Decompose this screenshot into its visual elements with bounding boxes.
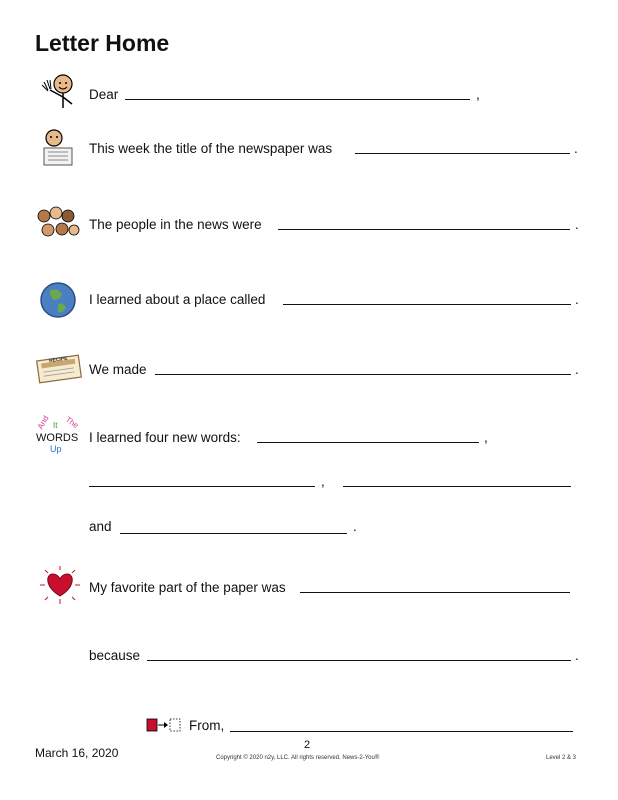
words-label: I learned four new words:: [89, 430, 241, 445]
words-icon-up: Up: [50, 444, 62, 454]
and-label: and: [89, 519, 112, 534]
place-period: .: [575, 292, 579, 307]
globe-icon: [38, 280, 80, 322]
footer-level: Level 2 & 3: [546, 755, 577, 761]
because-period: .: [575, 648, 579, 663]
footer-date: March 16, 2020: [35, 746, 119, 760]
people-label: The people in the news were: [89, 217, 262, 232]
word-4-line[interactable]: [120, 533, 347, 534]
page-number: 2: [304, 739, 311, 751]
words-icon-it: It: [53, 421, 58, 430]
words-icon-the: The: [63, 414, 81, 431]
words-comma-2: ,: [321, 474, 325, 489]
from-name-line[interactable]: [230, 731, 573, 732]
word-3-line[interactable]: [343, 486, 571, 487]
dear-name-line[interactable]: [125, 99, 470, 100]
made-period: .: [575, 362, 579, 377]
favorite-label: My favorite part of the paper was: [89, 580, 286, 595]
footer-copyright: Copyright © 2020 n2y, LLC. All rights reserved. News-2-You®: [216, 755, 380, 761]
heart-icon: [38, 564, 80, 606]
people-line[interactable]: [278, 229, 570, 230]
made-line[interactable]: [155, 374, 571, 375]
dear-label: Dear: [89, 87, 119, 102]
people-period: .: [575, 217, 579, 232]
word-2-line[interactable]: [89, 486, 315, 487]
page-title: Letter Home: [35, 30, 170, 56]
words-icon-main: WORDS: [36, 432, 79, 444]
favorite-line[interactable]: [300, 592, 570, 593]
arrow-squares-icon: [146, 717, 184, 733]
from-label: From,: [189, 718, 225, 733]
person-reading-newspaper-icon: [38, 128, 80, 170]
because-label: because: [89, 648, 141, 663]
made-label: We made: [89, 362, 147, 377]
because-line[interactable]: [147, 660, 571, 661]
newspaper-period: .: [574, 141, 578, 156]
group-of-people-icon: [36, 205, 78, 247]
words-comma-1: ,: [484, 430, 488, 445]
recipe-card-text: RECIPE: [48, 355, 68, 365]
words-icon: [34, 415, 84, 459]
newspaper-title-line[interactable]: [355, 153, 570, 154]
place-label: I learned about a place called: [89, 292, 266, 307]
words-icon-and: And: [35, 414, 51, 431]
word-1-line[interactable]: [257, 442, 479, 443]
dear-comma: ,: [476, 87, 480, 102]
place-line[interactable]: [283, 304, 571, 305]
words-period: .: [353, 519, 357, 534]
newspaper-label: This week the title of the newspaper was: [89, 141, 333, 156]
waving-person-icon: [38, 72, 80, 114]
